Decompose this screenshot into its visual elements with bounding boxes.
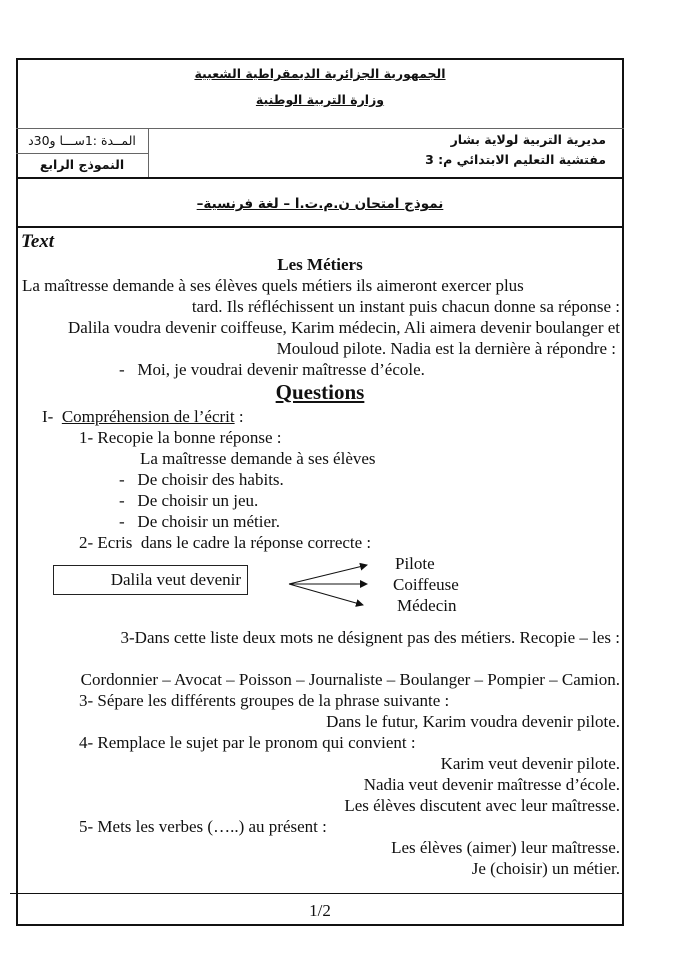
text-title: Les Métiers	[277, 255, 363, 274]
question-2-label: 2- Ecris dans le cadre la réponse correcte :	[79, 533, 372, 552]
arrow-to-medecin	[289, 584, 363, 605]
arrow-to-pilote	[289, 565, 367, 584]
page-number: 1/2	[309, 901, 331, 920]
footer-divider	[10, 893, 624, 894]
option-text: De choisir un jeu.	[137, 491, 259, 510]
section-prefix: I-	[42, 407, 54, 426]
text-line: tard. Ils réfléchissent un instant puis chacun donne sa réponse :	[191, 297, 620, 316]
section-suffix: :	[234, 407, 244, 426]
header-bottom-border	[16, 177, 624, 179]
choice-medecin: Médecin	[397, 596, 457, 615]
text-line: Dalila voudra devenir coiffeuse, Karim médecin, Ali aimera devenir boulanger et	[68, 318, 620, 337]
exam-title-bottom-border	[16, 226, 624, 228]
question-1-option: - De choisir un jeu.	[119, 491, 259, 510]
inspection-label: مفتشية التعليم الابتدائي م: 3	[425, 152, 606, 167]
question-3b-label: 3- Sépare les différents groupes de la phrase suivante :	[79, 691, 450, 710]
question-4-sentence: Karim veut devenir pilote.	[440, 754, 620, 773]
question-5-sentence: Les élèves (aimer) leur maîtresse.	[391, 838, 620, 857]
question-5-sentence: Je (choisir) un métier.	[471, 859, 620, 878]
questions-heading: Questions	[275, 380, 365, 404]
arrows-diagram	[285, 556, 385, 612]
option-text: De choisir un métier.	[137, 512, 280, 531]
section-title: Compréhension de l’écrit	[61, 407, 235, 426]
text-label: Text	[21, 231, 55, 252]
choice-coiffeuse: Coiffeuse	[393, 575, 459, 594]
question-5-label: 5- Mets les verbes (…..) au présent :	[79, 817, 327, 836]
duration-divider	[16, 153, 148, 154]
text-line: La maîtresse demande à ses élèves quels métiers ils aimeront exercer plus	[22, 276, 524, 295]
header-column-divider	[148, 128, 149, 178]
exam-title: نموذج امتحان ن.م.ت.ا – لغة فرنسية–	[196, 196, 444, 212]
question-3a-list: Cordonnier – Avocat – Poisson – Journaliste – Boulanger – Pompier – Camion.	[80, 670, 620, 689]
text-line: Mouloud pilote. Nadia est la dernière à répondre :	[276, 339, 616, 358]
question-3b-sentence: Dans le futur, Karim voudra devenir pilote.	[326, 712, 620, 731]
question-4-label: 4- Remplace le sujet par le pronom qui convient :	[79, 733, 416, 752]
text-line: - Moi, je voudrai devenir maîtresse d’école.	[119, 360, 425, 379]
question-1-option: - De choisir des habits.	[119, 470, 284, 489]
directorate-label: مديرية التربية لولاية بشار	[450, 132, 606, 147]
header-divider	[16, 128, 624, 129]
choice-pilote: Pilote	[395, 554, 435, 573]
ministry-title: وزارة التربية الوطنية	[255, 92, 385, 107]
duration-label: المــدة :1ســـا و30د	[28, 133, 136, 148]
question-4-sentence: Nadia veut devenir maîtresse d’école.	[363, 775, 620, 794]
question-1-option: - De choisir un métier.	[119, 512, 280, 531]
model-label: النموذج الرابع	[39, 157, 125, 172]
question-4-sentence: Les élèves discutent avec leur maîtresse.	[344, 796, 620, 815]
question-3a-label: 3-Dans cette liste deux mots ne désignent pas des métiers. Recopie – les :	[120, 628, 620, 647]
answer-box[interactable]	[53, 565, 248, 595]
option-text: De choisir des habits.	[137, 470, 284, 489]
answer-box-text: Dalila veut devenir	[110, 570, 241, 589]
question-1-stem: La maîtresse demande à ses élèves	[140, 449, 376, 468]
question-1-label: 1- Recopie la bonne réponse :	[79, 428, 282, 447]
republic-title: الجمهورية الجزائرية الديمقراطية الشعبية	[194, 66, 446, 81]
section-heading	[42, 407, 244, 427]
